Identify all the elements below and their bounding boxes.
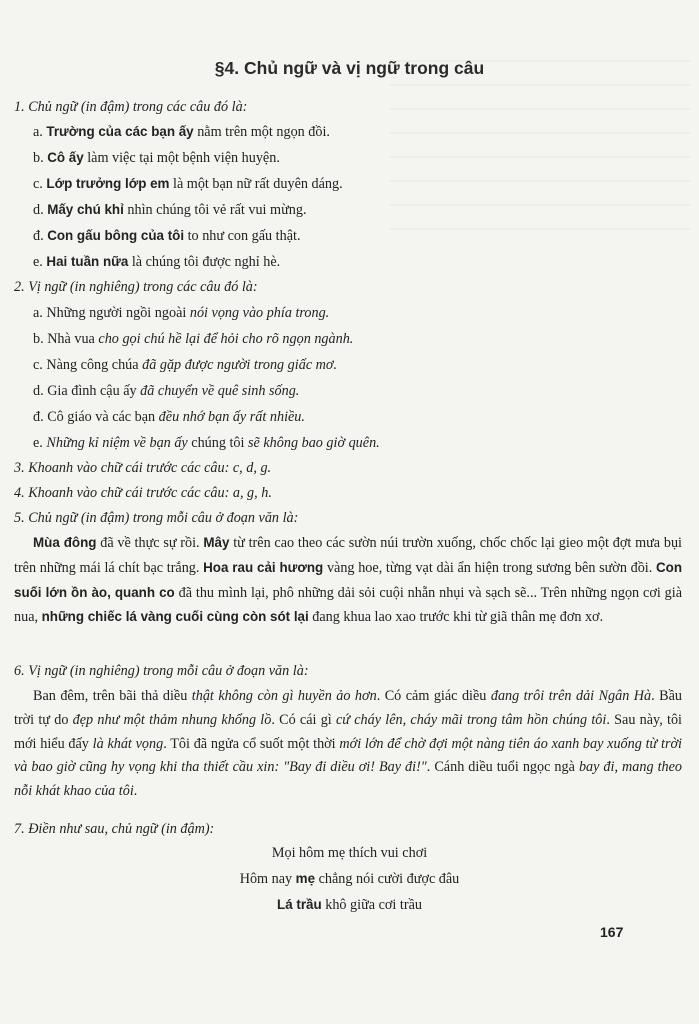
item-6-paragraph: Ban đêm, trên bãi thả diều thật không còn gì huyền ảo hơn. Có cảm giác diều đang trôi trên dải Ngân Hà. Bầu trời tự do đẹp như một thảm nhung khổng lồ. Có cái gì cứ cháy lên, cháy mãi trong tâm hồn chúng tôi. Sau này, tôi mới hiểu đấy là khát vọng. Tôi đã ngửa cổ suốt một thời mới lớn để chờ đợi một nàng tiên áo xanh bay xuống từ trời và bao giờ cũng hy vọng khi tha thiết cầu xin: "Bay đi diều ơi! Bay đi!". Cánh diều tuổi ngọc ngà bay đi, mang theo nỗi khát khao của tôi. [14,688,683,800]
item-2d: d. Gia đình cậu ấy đã chuyển về quê sinh sống. [33,383,300,399]
page-number: 167 [600,924,624,940]
item-1b: b. Cô ấy làm việc tại một bệnh viện huyện. [33,150,280,166]
item-6-heading: 6. Vị ngữ (in nghiêng) trong mỗi câu ở đoạn văn là: [14,663,309,679]
item-2e: e. Những kỉ niệm về bạn ấy chúng tôi sẽ không bao giờ quên. [33,435,380,451]
item-1-heading: 1. Chủ ngữ (in đậm) trong các câu đó là: [14,99,248,115]
poem-line-2: Hôm nay mẹ chẳng nói cười được đâu [239,871,460,887]
item-1dd: đ. Con gấu bông của tôi to như con gấu thật. [33,228,301,244]
item-2a: a. Những người ngồi ngoài nói vọng vào phía trong. [33,305,330,321]
item-2dd: đ. Cô giáo và các bạn đều nhớ bạn ấy rất nhiều. [33,409,305,425]
item-3: 3. Khoanh vào chữ cái trước các câu: c, d, g. [14,460,272,476]
item-5-paragraph: Mùa đông đã về thực sự rồi. Mây từ trên cao theo các sườn núi trườn xuống, chốc chốc lại gieo một đợt mưa bụi trên những mái lá chít bạc trắng. Hoa rau cải hương vàng hoe, từng vạt dài ẩn hiện trong sương bên sườn đồi. Con suối lớn ồn ào, quanh co đã thu mình lại, phô những dải sỏi cuội nhẵn nhụi và sạch sẽ... Trên những ngọn cơi già nua, những chiếc lá vàng cuối cùng còn sót lại đang khua lao xao trước khi từ giã thân mẹ đơn xơ. [14,535,682,626]
item-7-heading: 7. Điền như sau, chủ ngữ (in đậm): [14,821,215,837]
item-2-heading: 2. Vị ngữ (in nghiêng) trong các câu đó là: [14,279,258,295]
item-1d: d. Mấy chú khỉ nhìn chúng tôi vẻ rất vui mừng. [33,202,307,218]
poem-line-3: Lá trầu khô giữa cơi trầu [277,897,422,913]
item-2c: c. Nàng công chúa đã gặp được người trong giấc mơ. [33,357,338,373]
item-1c: c. Lớp trưởng lớp em là một bạn nữ rất duyên dáng. [33,176,343,192]
item-4: 4. Khoanh vào chữ cái trước các câu: a, g, h. [14,485,272,501]
item-1e: e. Hai tuần nữa là chúng tôi được nghỉ hè. [33,254,281,270]
page-title: §4. Chủ ngữ và vị ngữ trong câu [214,58,485,78]
poem-line-1: Mọi hôm mẹ thích vui chơi [271,845,428,861]
item-2b: b. Nhà vua cho gọi chú hề lại để hỏi cho rõ ngọn ngành. [33,331,354,347]
item-1a: a. Trường của các bạn ấy nằm trên một ngọn đồi. [33,124,330,140]
item-5-heading: 5. Chủ ngữ (in đậm) trong mỗi câu ở đoạn văn là: [14,510,299,526]
